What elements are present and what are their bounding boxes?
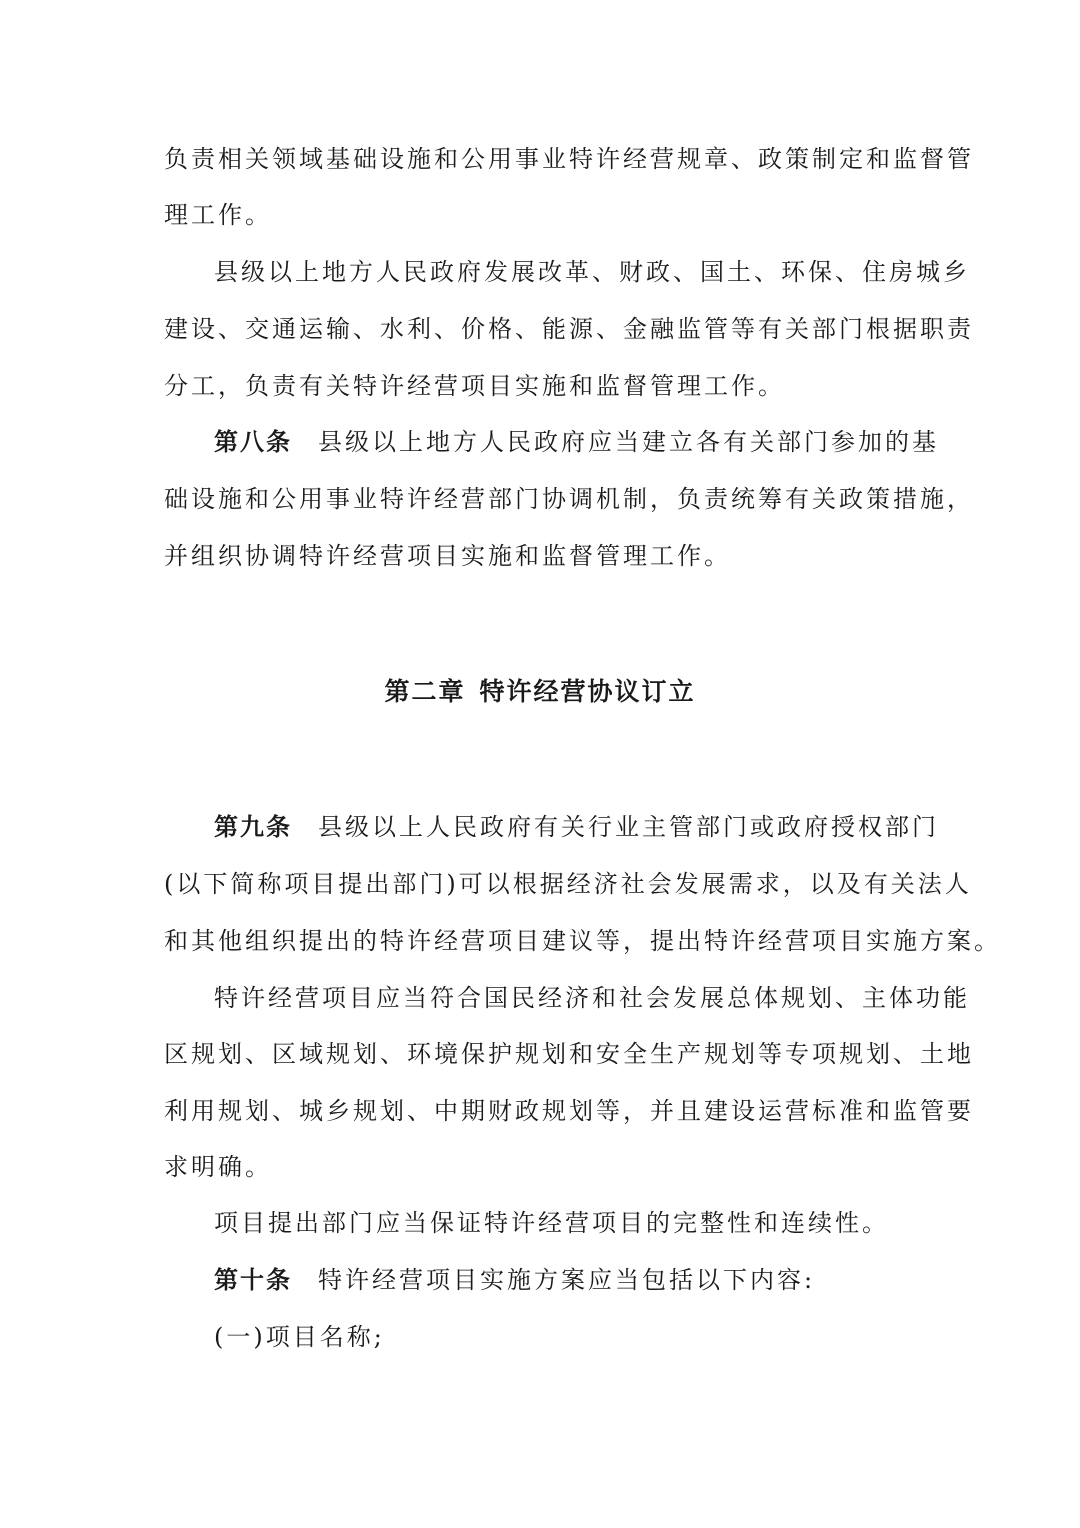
paragraph-line: 础设施和公用事业特许经营部门协调机制，负责统筹有关政策措施， <box>164 485 974 513</box>
article-8-heading: 第八条 <box>214 428 292 456</box>
paragraph-line: 建设、交通运输、水利、价格、能源、金融监管等有关部门根据职责 <box>164 315 974 343</box>
paragraph-line: 并组织协调特许经营项目实施和监督管理工作。 <box>164 542 731 570</box>
paragraph-line: 利用规划、城乡规划、中期财政规划等，并且建设运营标准和监管要 <box>164 1097 974 1125</box>
article-10-line <box>214 1264 924 1296</box>
chapter-heading <box>0 676 1080 708</box>
article-8-text: 县级以上地方人民政府应当建立各有关部门参加的基 <box>318 428 939 456</box>
paragraph-line: 分工，负责有关特许经营项目实施和监督管理工作。 <box>164 372 785 400</box>
paragraph-line: 特许经营项目应当符合国民经济和社会发展总体规划、主体功能 <box>214 984 970 1012</box>
paragraph-line: 项目提出部门应当保证特许经营项目的完整性和连续性。 <box>214 1209 889 1237</box>
article-10-text: 特许经营项目实施方案应当包括以下内容: <box>318 1266 816 1294</box>
paragraph-line: 理工作。 <box>164 201 272 229</box>
chapter-title: 特许经营协议订立 <box>479 677 696 706</box>
paragraph-line: 县级以上地方人民政府发展改革、财政、国土、环保、住房城乡 <box>214 258 970 286</box>
paragraph-line: 和其他组织提出的特许经营项目建议等，提出特许经营项目实施方案。 <box>164 927 1001 955</box>
list-item: (一)项目名称; <box>214 1323 385 1351</box>
article-9-line <box>214 811 939 843</box>
article-8-line <box>214 426 939 458</box>
article-9-heading: 第九条 <box>214 813 292 841</box>
paragraph-line: (以下简称项目提出部门)可以根据经济社会发展需求，以及有关法人 <box>164 870 972 898</box>
paragraph-line: 求明确。 <box>164 1153 272 1181</box>
article-9-text: 县级以上人民政府有关行业主管部门或政府授权部门 <box>318 813 939 841</box>
paragraph-line: 负责相关领域基础设施和公用事业特许经营规章、政策制定和监督管 <box>164 145 974 173</box>
paragraph-line: 区规划、区域规划、环境保护规划和安全生产规划等专项规划、土地 <box>164 1040 974 1068</box>
article-10-heading: 第十条 <box>214 1266 292 1294</box>
chapter-number: 第二章 <box>384 677 466 706</box>
